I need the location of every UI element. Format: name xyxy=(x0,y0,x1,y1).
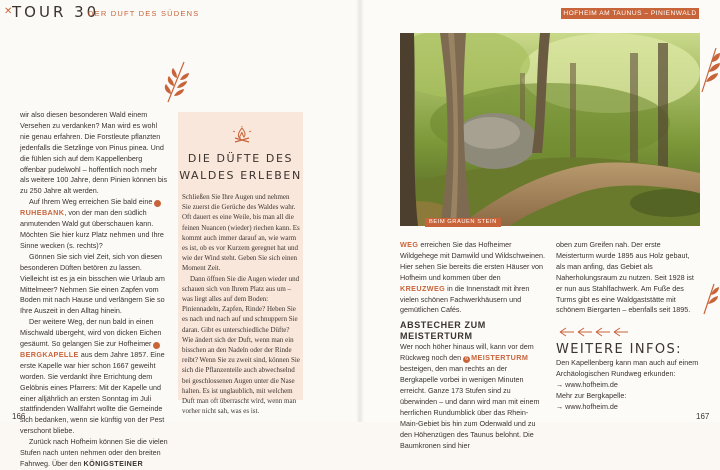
paragraph: Zurück nach Hofheim können Sie die vielen Stufen nach unten nehmen oder den breiten Fahrweg. Über den KÖNIGSTEINER xyxy=(20,437,168,468)
box-title xyxy=(178,150,303,184)
paragraph: Wer noch höher hinaus will, kann vor dem Rückweg noch den 6 MEISTERTURM besteigen, den man rechts an der Bergkapelle vorbei in wenigen Minuten erreicht. Ganze 173 Stufen sind zu überwinden – und dann wird man mit einem herrlichen Rundumblick über das Rhein-Main-Gebiet bis hin zum Odenwald und zu den Höhenzügen des Taunus belohnt. Die Baumkronen sind hier xyxy=(400,342,540,450)
keyword: KREUZWEG xyxy=(400,283,446,293)
info-line: Den Kapellenberg kann man auch auf einem Archäologischen Rundweg erkunden: xyxy=(556,358,699,378)
paragraph: Gönnen Sie sich viel Zeit, sich von diesen besonderen Düften betören zu lassen. Vielleicht ist es ja ein bisschen wie Urlaub am Mittelmeer? Nehmen Sie einen Zapfen vom Boden mit nach Hause und verlängern Sie so Ihre Auszeit in den Alltag hinein. xyxy=(20,251,165,316)
box-title-line: DIE DÜFTE DES xyxy=(187,152,294,165)
leaf-sprig-icon xyxy=(700,280,720,316)
keyword: RUHEBANK xyxy=(20,208,65,218)
map-pin-icon: 6 xyxy=(463,356,470,363)
map-pin-icon: 4 xyxy=(154,200,161,207)
info-list xyxy=(556,358,702,413)
tour-subtitle: DER DUFT DES SÜDENS xyxy=(88,9,200,18)
info-heading: WEITERE INFOS: xyxy=(556,342,682,357)
paragraph: wir also diesen besonderen Wald einem Versehen zu verdanken? Man wird es wohl nie genau erfahren. Die Forstleute pflanzten jedenfalls die Setzlinge von Pinus pinea. Und die fühlen sich auf dem Kappellenberg offenbar pudelwohl – hoffentlich noch mehr als weitere 100 Jahre, denn Pinien können bis zu 250 Jahre alt werden. xyxy=(20,110,168,196)
box-paragraph: Schließen Sie Ihre Augen und nehmen Sie zuerst die Gerüche des Waldes wahr. Oft dauert es eine Weile, bis man all die feinen Nuancen (wieder) riechen kann. Es kommt auch immer darauf an, wie warm es ist, ob es vor Kurzem geregnet hat und wie der Wind steht. Geben Sie sich einen Moment Zeit. xyxy=(182,193,300,273)
photo-caption: BEIM GRAUEN STEIN xyxy=(425,218,501,227)
page-number-right: 167 xyxy=(696,412,710,421)
leaf-divider-icon xyxy=(556,326,700,338)
box-body-text xyxy=(182,192,300,416)
right-body-text-col3 xyxy=(556,240,700,316)
page-number-left: 166 xyxy=(12,412,26,421)
keyword: BERGKAPELLE xyxy=(20,349,79,359)
leaf-sprig-icon xyxy=(162,58,192,104)
info-link[interactable]: → www.hofheim.de xyxy=(556,379,618,389)
paragraph: Auf Ihrem Weg erreichen Sie bald eine 4RUHEBANK, von der man den südlich anmutenden Wald gut überschauen kann. Möchten Sie hier kurz Platz nehmen und Ihre Sinne wecken (s. rechts)? xyxy=(20,197,167,250)
book-gutter xyxy=(356,0,364,422)
left-body-text xyxy=(20,110,168,470)
keyword: KÖNIGSTEINER xyxy=(83,459,144,468)
paragraph: Der weitere Weg, der nun bald in einen Mischwald übergeht, wird von dicken Eichen gesäumt. So gelangen Sie zur Hofheimer 5BERGKAPELLE aus dem Jahre 1857. Eine erste Kapelle war hier schon 1667 geweiht worden. Sie verdankt ihre Errichtung dem Gelöbnis eines Pfarrers: Mit der Kapelle und einer alljährlich an ersten Sonntag im Juli stattfindenden Wallfahrt wollte die Gemeinde sich bedanken, wenn sie künftig von der Pest verschont bliebe. xyxy=(20,317,166,436)
cross-ornament-icon: ✕ xyxy=(4,6,13,17)
info-link[interactable]: → www.hofheim.de xyxy=(556,401,618,411)
box-paragraph: Dann öffnen Sie die Augen wieder und schauen sich von Ihrem Platz aus um – was liegt alles auf dem Boden: Piniennadeln, Zapfen, Rinde? Heben Sie es nach und nach auf und schnuppern Sie daran. Gibt es unterschiedliche Düfte? Wie ändert sich der Duft, wenn man ein bisschen an den Nadeln oder der Rinde reibt? Wenn Sie zu zweit sind, können Sie sich die Pflanzenteile auch abwechselnd bei geschlossenen Augen unter die Nase halten. Es ist unglaublich, mit welchem Duft man oft überrascht wird, wenn man vorher nicht sah, was es ist. xyxy=(182,274,300,416)
info-box xyxy=(178,112,303,416)
section-heading: ABSTECHER ZUM MEISTERTURM xyxy=(400,320,486,342)
keyword: WEG xyxy=(400,240,419,249)
paragraph: WEG erreichen Sie das Hofheimer Wildgehege mit Damwild und Wildschweinen. Hier sehen Sie bereits die ersten Häuser von Hofheim und kommen über den KREUZWEG in die Innenstadt mit ihren vielen schönen Fachwerkhäusern und gemütlichen Cafés. xyxy=(400,240,546,315)
right-body-text xyxy=(400,240,545,451)
map-pin-icon: 5 xyxy=(153,342,160,349)
leaf-sprig-icon xyxy=(700,44,720,94)
keyword: MEISTERTURM xyxy=(471,353,529,363)
info-line: Mehr zur Bergkapelle: xyxy=(556,390,627,400)
chapter-header-bar: HOFHEIM AM TAUNUS – PINIENWALD xyxy=(561,8,699,19)
campfire-icon xyxy=(232,126,252,144)
tour-label: TOUR 30 xyxy=(12,3,100,21)
forest-photo xyxy=(400,33,700,226)
forest-photo-image xyxy=(400,33,700,226)
paragraph: oben zum Greifen nah. Der erste Meisterturm wurde 1895 aus Holz gebaut, als man anfing, das Gebiet als Naherholungsraum zu nutzen. Seit 1928 ist er nun aus Stahlfachwerk. Am Fuße des Turms gibt es eine Waldgaststätte mit schönem Biergarten – ebenfalls seit 1895. xyxy=(556,240,694,315)
box-title-line: WALDES ERLEBEN xyxy=(179,169,302,182)
